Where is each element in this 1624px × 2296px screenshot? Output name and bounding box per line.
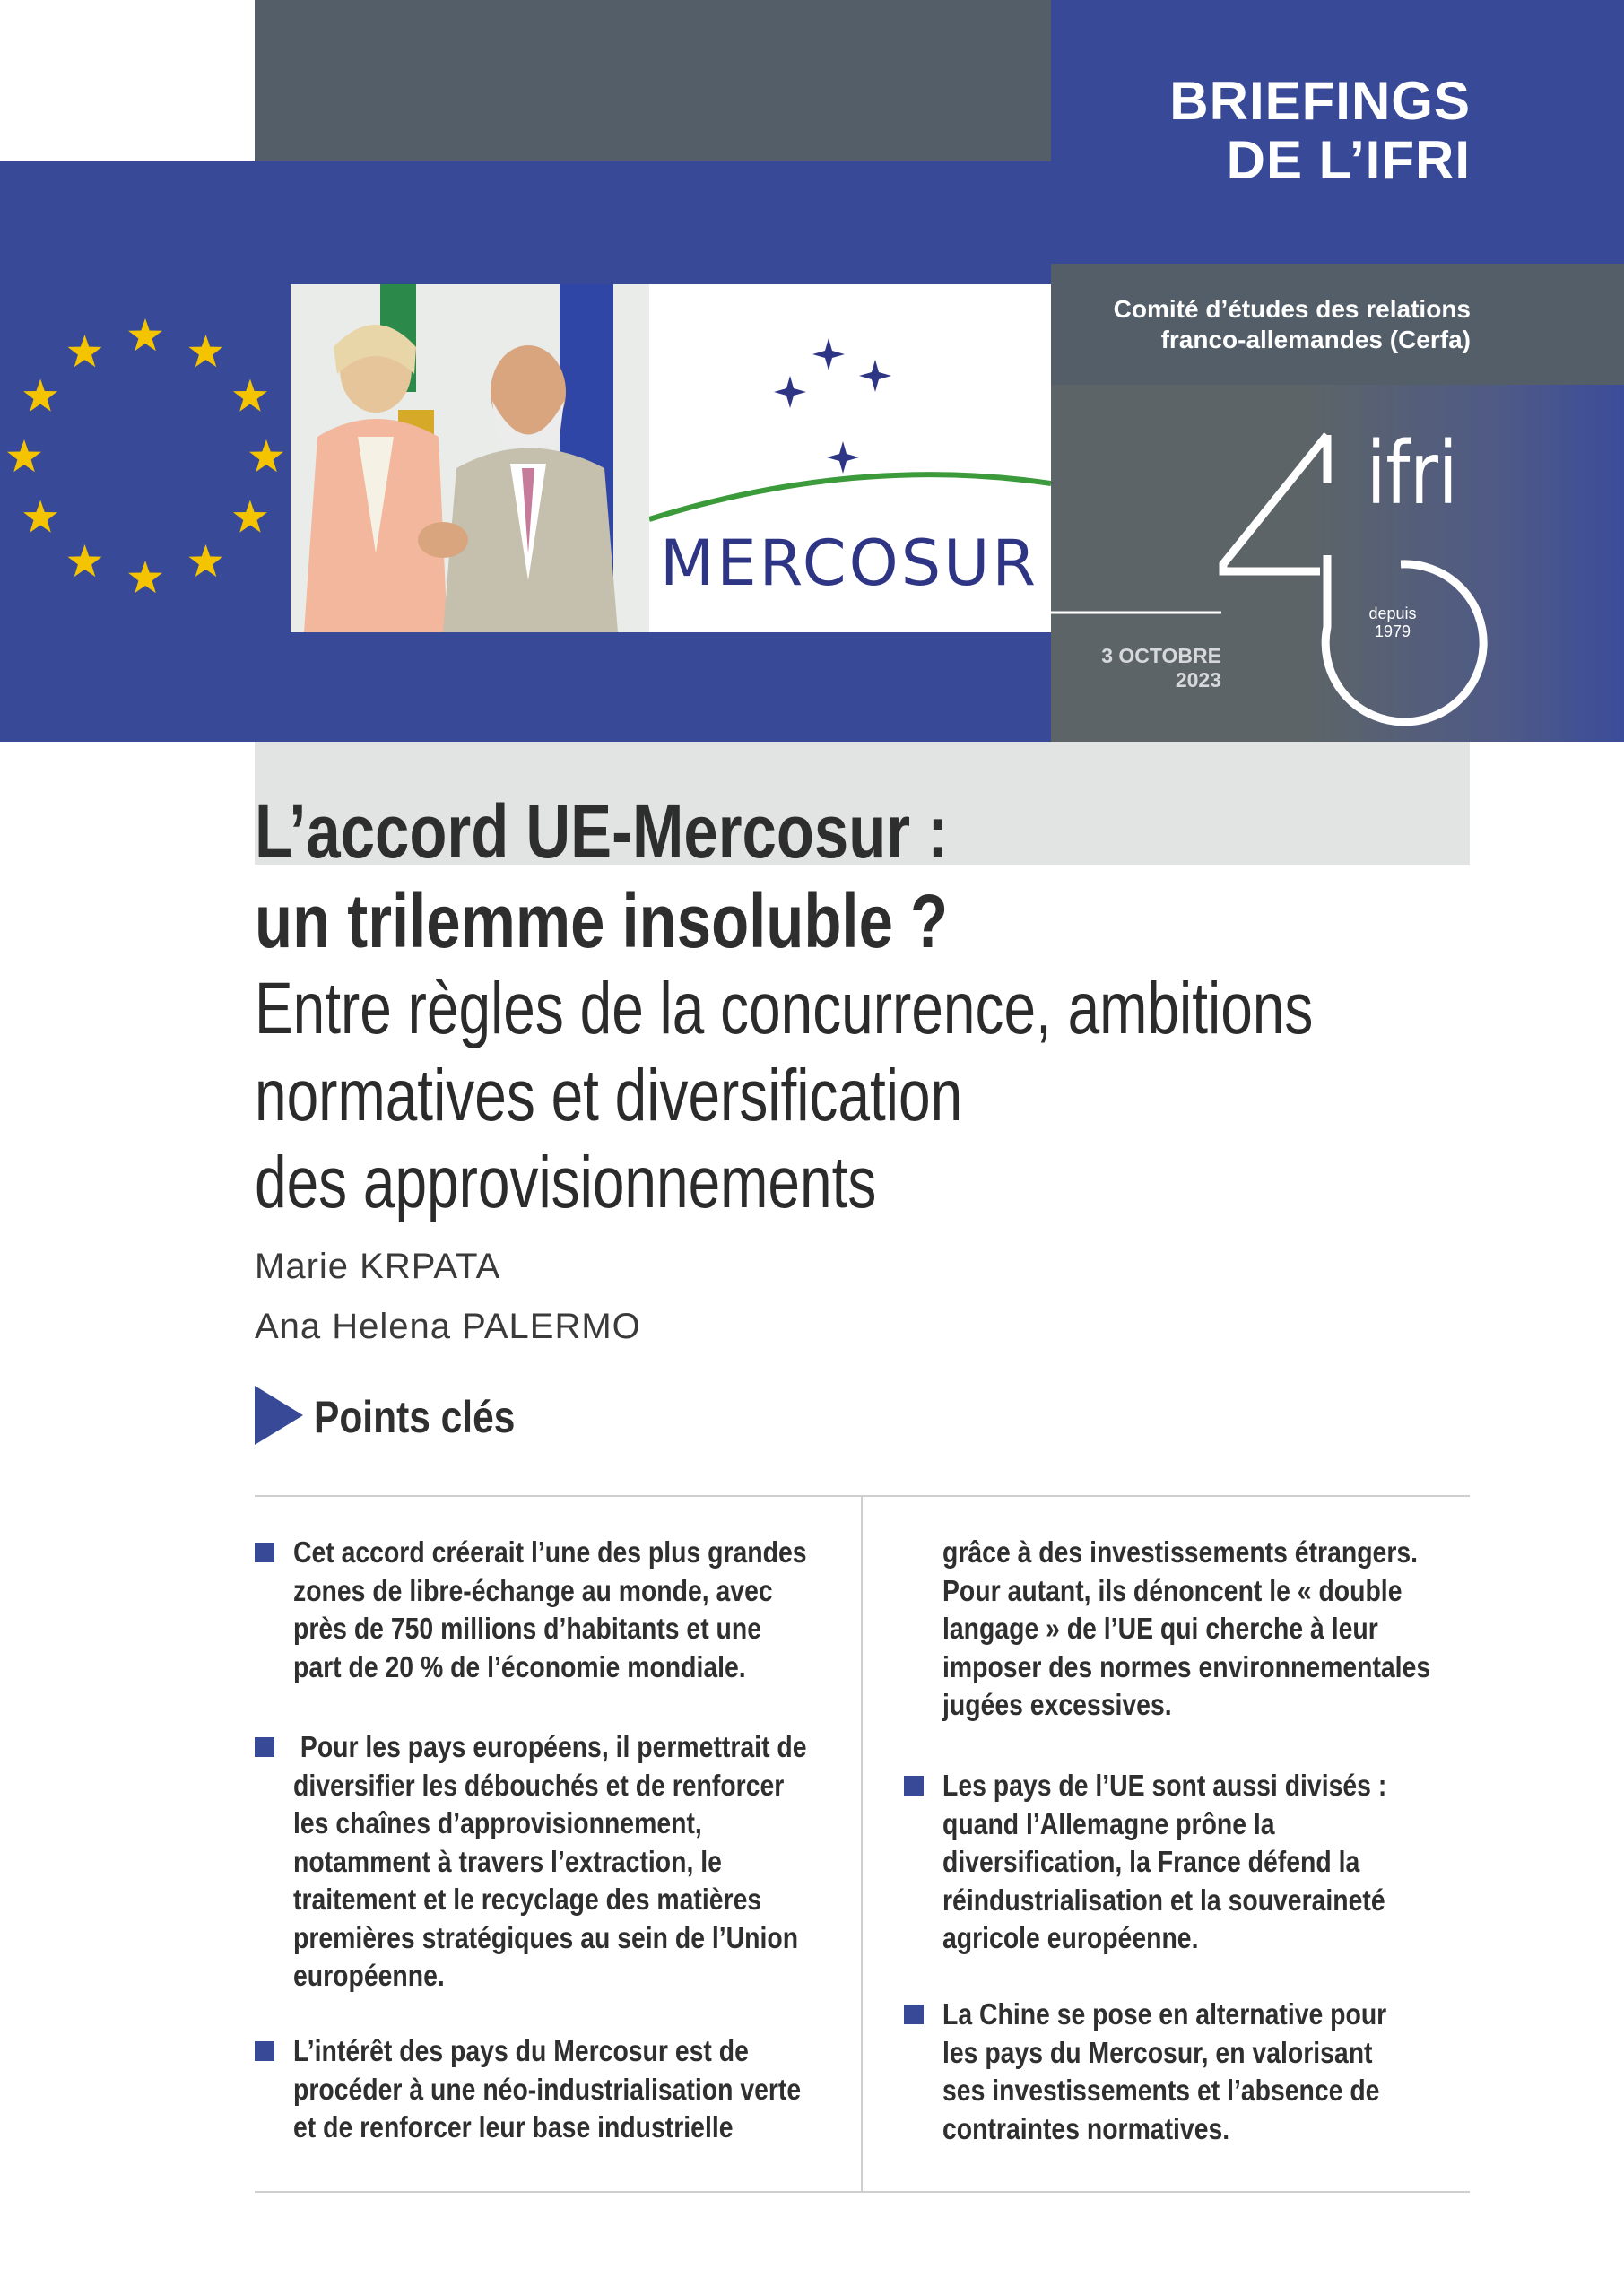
- key-points-heading: Points clés: [314, 1392, 516, 1442]
- text-line: européenne.: [293, 1959, 445, 1992]
- text-line: part de 20 % de l’économie mondiale.: [293, 1649, 746, 1683]
- date-line2: 2023: [1175, 668, 1221, 691]
- text-line: L’intérêt des pays du Mercosur est de: [293, 2034, 749, 2067]
- page-title-line2: un trilemme insoluble ?: [255, 879, 949, 963]
- key-point-5: [942, 1996, 1386, 2148]
- text-line: quand l’Allemagne prône la: [942, 1806, 1275, 1840]
- eu-star-icon: [23, 500, 57, 533]
- eu-star-icon: [233, 500, 267, 533]
- eu-star-icon: [7, 439, 41, 472]
- header-gray-block: [255, 0, 1051, 161]
- ifri-wordmark: ifri: [1367, 423, 1458, 524]
- bullet-square-icon: [904, 1776, 924, 1796]
- text-line: Cet accord créerait l’une des plus grandes: [293, 1535, 807, 1569]
- mercosur-logo: [649, 284, 1051, 632]
- text-line: Les pays de l’UE sont aussi divisés :: [942, 1769, 1387, 1802]
- series-title-line1: BRIEFINGS: [1169, 71, 1471, 131]
- page-title-line1: L’accord UE-Mercosur :: [255, 789, 949, 874]
- bullet-square-icon: [904, 2005, 924, 2024]
- key-point-1: [293, 1534, 807, 1686]
- eu-flag-stars: [0, 296, 287, 619]
- eu-star-icon: [189, 335, 223, 367]
- play-arrow-icon: [255, 1386, 303, 1445]
- key-point-4: [942, 1767, 1386, 1958]
- publication-date: [1058, 644, 1221, 692]
- committee-name: [1058, 294, 1471, 355]
- text-line: procéder à une néo-industrialisation verte: [293, 2072, 802, 2106]
- text-line: ses investissements et l’absence de: [942, 2074, 1380, 2107]
- key-point-3-continued: [942, 1534, 1430, 1725]
- key-point-2: [293, 1728, 807, 1996]
- text-line: contraintes normatives.: [942, 2111, 1230, 2145]
- committee-line1: Comité d’études des relations: [1113, 295, 1471, 323]
- text-line: réindustrialisation et la souveraineté: [942, 1883, 1385, 1917]
- eu-star-icon: [189, 544, 223, 577]
- text-line: grâce à des investissements étrangers.: [942, 1535, 1419, 1569]
- text-line: Pour autant, ils dénoncent le « double: [942, 1573, 1403, 1607]
- author-2: Ana Helena PALERMO: [255, 1307, 641, 1346]
- eu-star-icon: [233, 379, 267, 412]
- text-line: zones de libre-échange au monde, avec: [293, 1573, 773, 1607]
- text-line: diversifier les débouchés et de renforcer: [293, 1768, 785, 1802]
- series-title: [1076, 72, 1471, 190]
- text-line: les chaînes d’approvisionnement,: [293, 1806, 702, 1839]
- text-line: Pour les pays européens, il permettrait de: [293, 1730, 807, 1763]
- text-line: langage » de l’UE qui cherche à leur: [942, 1612, 1378, 1645]
- author-1: Marie KRPATA: [255, 1247, 501, 1286]
- mercosur-wordmark: MERCOSUR: [660, 526, 1039, 600]
- divider-bottom: [255, 2191, 1470, 2193]
- committee-line2: franco-allemandes (Cerfa): [1160, 326, 1471, 353]
- subtitle-line2: normatives et diversification: [255, 1055, 963, 1136]
- key-point-3: [293, 2032, 801, 2147]
- photo-leaders-handshake: [291, 284, 649, 632]
- text-line: imposer des normes environnementales: [942, 1649, 1431, 1683]
- text-line: notamment à travers l’extraction, le: [293, 1844, 722, 1878]
- subtitle-line3: des approvisionnements: [255, 1142, 877, 1223]
- since-year: 1979: [1374, 622, 1411, 640]
- text-line: et de renforcer leur base industrielle: [293, 2110, 734, 2144]
- series-title-line2: DE L’IFRI: [1226, 130, 1471, 190]
- since-line1: depuis: [1368, 604, 1417, 622]
- eu-star-icon: [23, 379, 57, 412]
- since-label: [1361, 604, 1424, 640]
- column-divider: [861, 1495, 863, 2193]
- bullet-square-icon: [255, 1543, 274, 1562]
- text-line: La Chine se pose en alternative pour: [942, 1997, 1387, 2031]
- text-line: diversification, la France défend la: [942, 1845, 1360, 1878]
- eu-star-icon: [128, 318, 162, 351]
- text-line: traitement et le recyclage des matières: [293, 1883, 762, 1916]
- bullet-square-icon: [255, 2041, 274, 2061]
- eu-star-icon: [68, 335, 102, 367]
- bullet-square-icon: [255, 1737, 274, 1757]
- date-line1: 3 OCTOBRE: [1101, 644, 1221, 667]
- text-line: agricole européenne.: [942, 1921, 1199, 1954]
- eu-star-icon: [128, 561, 162, 593]
- text-line: près de 750 millions d’habitants et une: [293, 1612, 762, 1645]
- text-line: premières stratégiques au sein de l’Union: [293, 1920, 799, 1954]
- eu-star-icon: [68, 544, 102, 577]
- subtitle-line1: Entre règles de la concurrence, ambitions: [255, 968, 1314, 1049]
- text-line: les pays du Mercosur, en valorisant: [942, 2035, 1373, 2069]
- text-line: jugées excessives.: [942, 1688, 1172, 1721]
- eu-star-icon: [249, 439, 283, 472]
